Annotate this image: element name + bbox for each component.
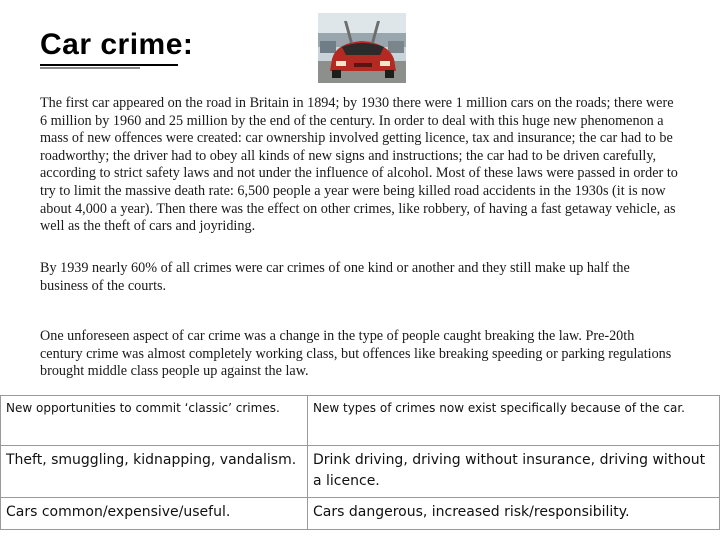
title-underline bbox=[40, 64, 178, 66]
page-title: Car crime: bbox=[40, 28, 194, 61]
table-cell: Cars dangerous, increased risk/responsibility. bbox=[308, 498, 720, 530]
car-photo bbox=[318, 13, 406, 83]
paragraph-history: The first car appeared on the road in Britain in 1894; by 1930 there were 1 million cars on the roads; there were 6 million by 1960 and 25 million by the end of the century. In order to deal with this huge new phenomenon a mass of new offences were created: car ownership involved getting licence, tax and insurance; the car had to be roadworthy; the driver had to obey all kinds of new signs and instructions; the car had to be driven carefully, according to strict safety laws and not under the influence of alcohol. Most of these laws were passed in order to try to limit the massive death rate: 6,500 people a year were being killed road accidents in the 1930s (it is now about 4,000 a year). Then there was the effect on other crimes, like robbery, of having a fast getaway vehicle, as well as the theft of cars and joyriding. bbox=[40, 95, 678, 235]
table-cell: Drink driving, driving without insurance, driving without a licence. bbox=[308, 446, 720, 498]
table-cell: New opportunities to commit ‘classic’ crimes. bbox=[1, 396, 308, 446]
table-cell: New types of crimes now exist specifically because of the car. bbox=[308, 396, 720, 446]
table-row bbox=[1, 396, 720, 446]
paragraph-class-change: One unforeseen aspect of car crime was a change in the type of people caught breaking the law. Pre-20th century crime was almost completely working class, but offences like breaking speeding or parking regulations brought middle class people up against the law. bbox=[40, 328, 672, 380]
table-row bbox=[1, 498, 720, 530]
paragraph-statistics: By 1939 nearly 60% of all crimes were car crimes of one kind or another and they still make up half the business of the courts. bbox=[40, 260, 630, 294]
table-row bbox=[1, 446, 720, 498]
table-cell: Cars common/expensive/useful. bbox=[1, 498, 308, 530]
table-cell: Theft, smuggling, kidnapping, vandalism. bbox=[1, 446, 308, 498]
title-subline bbox=[40, 67, 140, 69]
car-image bbox=[318, 13, 406, 83]
comparison-table bbox=[0, 395, 720, 530]
